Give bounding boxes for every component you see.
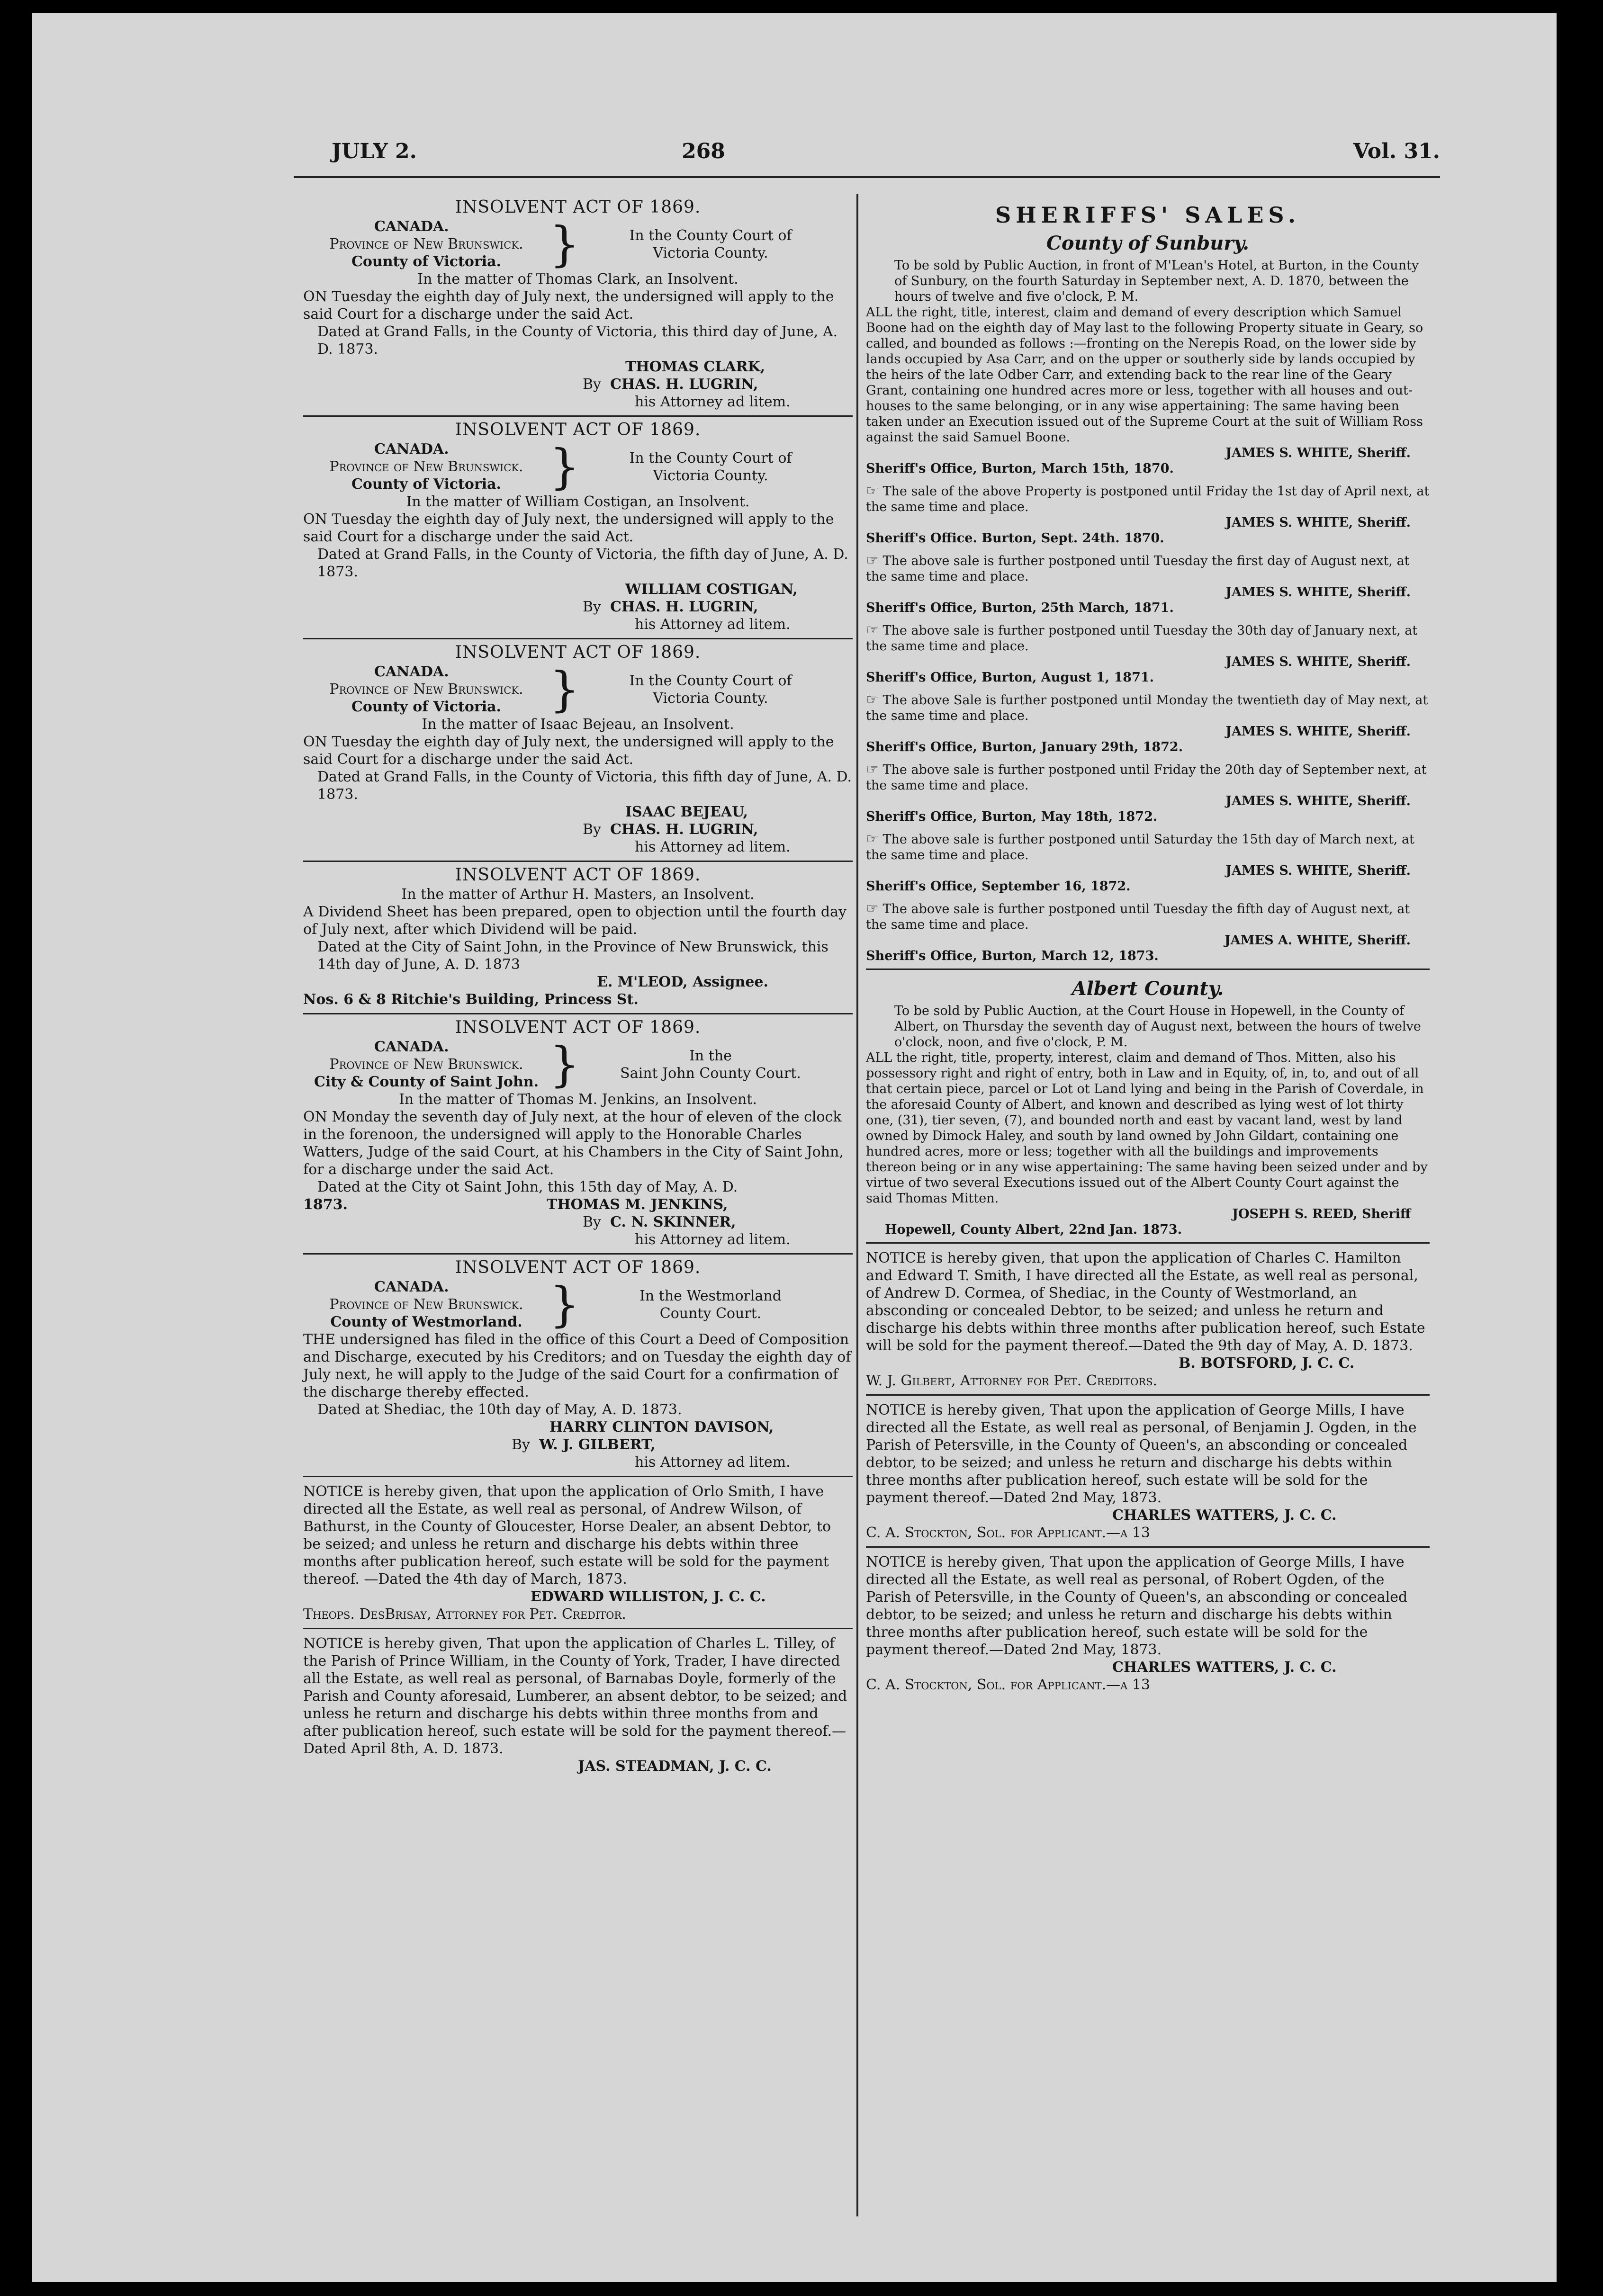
brace-glyph: } bbox=[549, 1276, 580, 1332]
insolvent-notice bbox=[303, 194, 853, 417]
volume-number: Vol. 31. bbox=[1353, 139, 1440, 163]
pointing-hand-icon: ☞ bbox=[866, 831, 879, 847]
court-style bbox=[303, 1038, 853, 1091]
sheriff-signature: JAMES S. WHITE, Sheriff. bbox=[1225, 724, 1411, 739]
seizure-notice bbox=[866, 1548, 1430, 1698]
court-line-2: Victoria County. bbox=[653, 690, 768, 707]
court-line-1: In the Westmorland bbox=[639, 1287, 782, 1304]
notice-body: NOTICE is hereby given, that upon the application of Charles C. Hamilton and Edward T. Smith, I have directed all the Estate, as well real as personal, of Andrew D. Cormea, of Shediac, in the County of Westmorland, an absconding or concealed Debtor, to be seized; and unless he return and discharge his debts within three months after publication hereof, such Estate will be sold for the payment thereof.—Dated the 9th day of May, A. D. 1873. bbox=[866, 1250, 1425, 1354]
notice-body: NOTICE is hereby given, That upon the application of George Mills, I have directed all the Estate, as well real as personal, of Benjamin J. Ogden, in the Parish of Petersville, in the County of Queen's, an absconding or concealed debtor, to be seized; and unless he return and discharge his debts within three months after publication hereof, such estate will be sold for the payment thereof.—Dated 2nd May, 1873. bbox=[866, 1402, 1417, 1506]
by-label: By bbox=[512, 1436, 530, 1453]
seizure-notice bbox=[303, 1629, 853, 1780]
postponement bbox=[866, 685, 1430, 755]
sunbury-heading: County of Sunbury. bbox=[1046, 232, 1249, 254]
postponement-text: The above sale is further postponed until Saturday the 15th day of March next, at the same time and place. bbox=[866, 832, 1414, 862]
court-line-1: In the County Court of bbox=[629, 227, 792, 244]
albert-heading: Albert County. bbox=[1072, 978, 1224, 1000]
notice-dated: Dated at Grand Falls, in the County of Victoria, the fifth day of June, A. D. 1873. bbox=[317, 546, 848, 580]
sale-intro: To be sold by Public Auction, at the Court House in Hopewell, in the County of Albert, on Thursday the seventh day of August next, between the hours of twelve o'clock, noon, and five o'clock, P. M. bbox=[894, 1004, 1421, 1049]
province-label: Province of New Brunswick. bbox=[329, 1056, 523, 1073]
sheriff-office: Sheriff's Office. Burton, Sept. 24th. 1870. bbox=[866, 531, 1164, 546]
court-line-1: In the County Court of bbox=[629, 672, 792, 689]
notice-title: INSOLVENT ACT OF 1869. bbox=[455, 1258, 701, 1277]
postponement-text: The sale of the above Property is postponed until Friday the 1st day of April next, at the same time and place. bbox=[866, 484, 1430, 514]
notice-title: INSOLVENT ACT OF 1869. bbox=[455, 865, 701, 885]
notice-title: INSOLVENT ACT OF 1869. bbox=[455, 643, 701, 662]
sheriff-signature: JAMES A. WHITE, Sheriff. bbox=[1224, 933, 1411, 948]
by-label: By bbox=[583, 1214, 601, 1230]
court-line-2: Saint John County Court. bbox=[620, 1065, 801, 1082]
notice-title: INSOLVENT ACT OF 1869. bbox=[455, 1018, 701, 1037]
court-style bbox=[303, 440, 853, 493]
court-style bbox=[303, 1278, 853, 1331]
notice-dated: Dated at Grand Falls, in the County of Victoria, this third day of June, A. D. 1873. bbox=[317, 323, 838, 358]
notice-body: NOTICE is hereby given, that upon the application of Orlo Smith, I have directed all the Estate, as well real as personal, of Andrew Wilson, of Bathurst, in the County of Gloucester, Horse Dealer, an absent Debtor, to be seized; and unless he return and discharge his debts within three months after publication hereof, such estate will be sold for the payment thereof. —Dated the 4th day of March, 1873. bbox=[303, 1483, 831, 1587]
sheriff-office: Sheriff's Office, Burton, 25th March, 1871. bbox=[866, 601, 1174, 615]
canada-label: CANADA. bbox=[374, 1039, 449, 1055]
province-label: Province of New Brunswick. bbox=[329, 458, 523, 475]
county-label: County of Victoria. bbox=[351, 699, 501, 715]
postponement-text: The above sale is further postponed until Friday the 20th day of September next, at the same time and place. bbox=[866, 762, 1427, 793]
pointing-hand-icon: ☞ bbox=[866, 900, 879, 917]
header-rule bbox=[294, 176, 1440, 178]
notice-matter: In the matter of Arthur H. Masters, an Insolvent. bbox=[401, 886, 755, 903]
attorney-line: C. A. Stockton, Sol. for Applicant.—a 13 bbox=[866, 1525, 1151, 1541]
by-label: By bbox=[583, 376, 601, 393]
notice-title: INSOLVENT ACT OF 1869. bbox=[455, 420, 701, 439]
canada-label: CANADA. bbox=[374, 441, 449, 457]
county-label: County of Westmorland. bbox=[330, 1314, 522, 1330]
county-label: City & County of Saint John. bbox=[314, 1074, 539, 1090]
attorney-role: his Attorney ad litem. bbox=[635, 394, 791, 410]
brace-glyph: } bbox=[549, 1036, 580, 1092]
judge-signature: CHARLES WATTERS, J. C. C. bbox=[1112, 1507, 1337, 1524]
attorney-role: his Attorney ad litem. bbox=[635, 1231, 791, 1248]
county-label: County of Victoria. bbox=[351, 476, 501, 493]
notice-dated: Dated at the City ot Saint John, this 15th day of May, A. D. bbox=[317, 1179, 738, 1195]
insolvent-name: HARRY CLINTON DAVISON, bbox=[549, 1419, 774, 1435]
notice-dated: Dated at Shediac, the 10th day of May, A. D. 1873. bbox=[317, 1401, 682, 1418]
assignee-name: E. M'LEOD, Assignee. bbox=[597, 974, 768, 990]
canada-label: CANADA. bbox=[374, 218, 449, 235]
sheriff-signature: JAMES S. WHITE, Sheriff. bbox=[1225, 446, 1411, 460]
by-label: By bbox=[583, 821, 601, 838]
insolvent-notice bbox=[303, 1014, 853, 1255]
issue-date: JULY 2. bbox=[332, 139, 417, 163]
attorney-name: CHAS. H. LUGRIN, bbox=[610, 376, 758, 393]
attorney-name: CHAS. H. LUGRIN, bbox=[610, 821, 758, 838]
brace-glyph: } bbox=[549, 216, 580, 272]
notice-body: ON Tuesday the eighth day of July next, the undersigned will apply to the said Court for a discharge under the said Act. bbox=[303, 288, 834, 323]
sheriff-office: Hopewell, County Albert, 22nd Jan. 1873. bbox=[866, 1222, 1430, 1244]
attorney-name: W. J. GILBERT, bbox=[539, 1436, 656, 1453]
postponement bbox=[866, 476, 1430, 546]
composition-notice bbox=[303, 1255, 853, 1477]
postponement-text: The above sale is further postponed until Tuesday the fifth day of August next, at the same time and place. bbox=[866, 902, 1410, 932]
attorney-line: Theops. DesBrisay, Attorney for Pet. Creditor. bbox=[303, 1606, 626, 1623]
sheriff-signature: JAMES S. WHITE, Sheriff. bbox=[1225, 655, 1411, 669]
insolvent-name: ISAAC BEJEAU, bbox=[625, 804, 748, 820]
province-label: Province of New Brunswick. bbox=[329, 1296, 523, 1313]
right-column bbox=[866, 194, 1430, 1698]
attorney-role: his Attorney ad litem. bbox=[635, 1454, 791, 1471]
pointing-hand-icon: ☞ bbox=[866, 761, 879, 778]
attorney-name: C. N. SKINNER, bbox=[610, 1214, 736, 1230]
sheriff-office: Sheriff's Office, September 16, 1872. bbox=[866, 879, 1131, 894]
notice-body: ON Tuesday the eighth day of July next, the undersigned will apply to the said Court for a discharge under the said Act. bbox=[303, 511, 834, 545]
seizure-notice bbox=[866, 1396, 1430, 1548]
postponement-text: The above Sale is further postponed until Monday the twentieth day of May next, at the same time and place. bbox=[866, 693, 1428, 723]
province-label: Province of New Brunswick. bbox=[329, 681, 523, 698]
notice-year: 1873. bbox=[303, 1196, 348, 1213]
sale-body: ALL the right, title, interest, claim and demand of every description which Samuel Boone had on the eighth day of May last to the following Property situate in Geary, so called, and bounded as follows :—fronting on the Nerepis Road, on the lower side by lands occupied by Asa Carr, and on the upper or southerly side by lands occupied by the heirs of the late Odber Carr, and extending back to the rear line of the Geary Grant, containing one hundred acres more or less, together with all houses and out-houses to the same belonging, or in any wise appertaining: The same having been taken under an Execution issued out of the Supreme Court at the suit of William Ross against the said Samuel Boone. bbox=[866, 305, 1423, 445]
court-line-2: Victoria County. bbox=[653, 467, 768, 484]
attorney-name: CHAS. H. LUGRIN, bbox=[610, 599, 758, 615]
dividend-notice bbox=[303, 862, 853, 1014]
notice-body: THE undersigned has filed in the office of this Court a Deed of Composition and Discharge, executed by his Creditors; and on Tuesday the eighth day of July next, he will apply to the Judge of the said Court for a confirmation of the discharge thereby effected. bbox=[303, 1331, 851, 1400]
sheriff-office: Sheriff's Office, Burton, March 12, 1873. bbox=[866, 949, 1159, 963]
canada-label: CANADA. bbox=[374, 664, 449, 680]
canada-label: CANADA. bbox=[374, 1279, 449, 1295]
court-style bbox=[303, 663, 853, 716]
notice-body: ON Monday the seventh day of July next, at the hour of eleven of the clock in the forenoon, the undersigned will apply to the Honorable Charles Watters, Judge of the said Court, at his Chambers in the City of Saint John, for a discharge under the said Act. bbox=[303, 1109, 844, 1178]
postponement bbox=[866, 755, 1430, 825]
court-line-1: In the bbox=[689, 1047, 732, 1064]
postponement bbox=[866, 825, 1430, 894]
notice-matter: In the matter of Thomas M. Jenkins, an Insolvent. bbox=[399, 1091, 757, 1108]
notice-dated: Dated at Grand Falls, in the County of Victoria, this fifth day of June, A. D. 1873. bbox=[317, 769, 852, 803]
sheriff-signature: JAMES S. WHITE, Sheriff. bbox=[1225, 863, 1411, 878]
attorney-line: C. A. Stockton, Sol. for Applicant.—a 13 bbox=[866, 1677, 1151, 1693]
sale-intro: To be sold by Public Auction, in front of M'Lean's Hotel, at Burton, in the County of Sunbury, on the fourth Saturday in September next, A. D. 1870, between the hours of twelve and five o'clock, P. M. bbox=[894, 258, 1419, 304]
insolvent-name: WILLIAM COSTIGAN, bbox=[625, 581, 798, 598]
by-label: By bbox=[583, 599, 601, 615]
county-label: County of Victoria. bbox=[351, 253, 501, 270]
brace-glyph: } bbox=[549, 439, 580, 494]
postponement bbox=[866, 894, 1430, 970]
court-line-2: Victoria County. bbox=[653, 244, 768, 261]
pointing-hand-icon: ☞ bbox=[866, 622, 879, 638]
notice-matter: In the matter of William Costigan, an Insolvent. bbox=[406, 493, 750, 510]
sheriff-office: Sheriff's Office, Burton, January 29th, 1872. bbox=[866, 740, 1183, 754]
insolvent-name: THOMAS M. JENKINS, bbox=[546, 1196, 728, 1213]
insolvent-notice bbox=[303, 417, 853, 639]
judge-signature: B. BOTSFORD, J. C. C. bbox=[1179, 1355, 1355, 1372]
sheriff-office: Sheriff's Office, Burton, May 18th, 1872. bbox=[866, 809, 1158, 824]
sheriff-signature: JAMES S. WHITE, Sheriff. bbox=[1225, 515, 1411, 530]
postponement bbox=[866, 616, 1430, 685]
sheriff-signature: JAMES S. WHITE, Sheriff. bbox=[1225, 585, 1411, 600]
notice-body: NOTICE is hereby given, That upon the application of Charles L. Tilley, of the Parish of Prince William, in the County of York, Trader, I have directed all the Estate, as well real as personal, of Barnabas Doyle, formerly of the Parish and County aforesaid, Lumberer, an absent debtor, to be seized; and unless he return and discharge his debts within three months from and after publication hereof, such estate will be sold for the payment thereof.—Dated April 8th, A. D. 1873. bbox=[303, 1635, 847, 1757]
notice-body: A Dividend Sheet has been prepared, open to objection until the fourth day of July next, after which Dividend will be paid. bbox=[303, 904, 847, 938]
notice-dated: Dated at the City of Saint John, in the Province of New Brunswick, this 14th day of June, A. D. 1873 bbox=[317, 939, 829, 973]
left-column bbox=[303, 194, 853, 1780]
attorney-line: W. J. Gilbert, Attorney for Pet. Creditors. bbox=[866, 1372, 1158, 1389]
brace-glyph: } bbox=[549, 661, 580, 717]
insolvent-name: THOMAS CLARK, bbox=[625, 359, 765, 375]
page-header bbox=[265, 139, 1440, 172]
sale-body: ALL the right, title, property, interest, claim and demand of Thos. Mitten, also his possessory right and right of entry, both in Law and in Equity, of, in, to, and out of all that certain piece, parcel or Lot ot Land lying and being in the Parish of Coverdale, in the aforesaid County of Albert, and known and described as lying west of lot thirty one, (31), tier seven, (7), and bounded north and east by vacant land, west by land owned by Dimock Haley, and south by land owned by John Gildart, containing one hundred acres, more or less; together with all the buildings and improvements thereon being or in any wise appertaining: The same having been seized under and by virtue of two several Executions issued out of the Albert County Court against the said Thomas Mitten. bbox=[866, 1050, 1428, 1206]
attorney-role: his Attorney ad litem. bbox=[635, 839, 791, 855]
sheriff-signature: JAMES S. WHITE, Sheriff. bbox=[1225, 794, 1411, 808]
sheriff-office: Sheriff's Office, Burton, March 15th, 1870. bbox=[866, 461, 1174, 476]
notice-matter: In the matter of Isaac Bejeau, an Insolvent. bbox=[422, 716, 734, 733]
seizure-notice bbox=[303, 1477, 853, 1629]
assignee-address: Nos. 6 & 8 Ritchie's Building, Princess St. bbox=[303, 991, 639, 1008]
page-number: 268 bbox=[682, 139, 725, 163]
judge-signature: JAS. STEADMAN, J. C. C. bbox=[578, 1758, 772, 1775]
sheriff-office: Sheriff's Office, Burton, August 1, 1871. bbox=[866, 670, 1154, 685]
notice-title: INSOLVENT ACT OF 1869. bbox=[455, 197, 701, 217]
pointing-hand-icon: ☞ bbox=[866, 483, 879, 499]
sheriff-signature: JOSEPH S. REED, Sheriff bbox=[1232, 1207, 1411, 1221]
judge-signature: CHARLES WATTERS, J. C. C. bbox=[1112, 1659, 1337, 1676]
seizure-notice bbox=[866, 1244, 1430, 1396]
postponement-text: The above sale is further postponed until Tuesday the 30th day of January next, at the same time and place. bbox=[866, 623, 1418, 654]
gazette-page bbox=[265, 123, 1440, 2235]
postponement bbox=[866, 546, 1430, 616]
notice-body: ON Tuesday the eighth day of July next, the undersigned will apply to the said Court for a discharge under the said Act. bbox=[303, 734, 834, 768]
judge-signature: EDWARD WILLISTON, J. C. C. bbox=[531, 1588, 766, 1605]
attorney-role: his Attorney ad litem. bbox=[635, 616, 791, 633]
pointing-hand-icon: ☞ bbox=[866, 552, 879, 569]
section-heading: SHERIFFS' SALES. bbox=[995, 202, 1301, 228]
notice-body: NOTICE is hereby given, That upon the application of George Mills, I have directed all the Estate, as well real as personal, of Robert Ogden, of the Parish of Petersville, in the County of Queen's, an absconding or concealed debtor, to be seized; and unless he return and discharge his debts within three months after publication hereof, such estate will be sold for the payment thereof.—Dated 2nd May, 1873. bbox=[866, 1554, 1408, 1658]
notice-matter: In the matter of Thomas Clark, an Insolvent. bbox=[417, 271, 738, 287]
column-divider bbox=[856, 194, 858, 2216]
court-style bbox=[303, 218, 853, 270]
insolvent-notice bbox=[303, 639, 853, 862]
pointing-hand-icon: ☞ bbox=[866, 691, 879, 708]
court-line-1: In the County Court of bbox=[629, 449, 792, 466]
court-line-2: County Court. bbox=[659, 1305, 762, 1322]
province-label: Province of New Brunswick. bbox=[329, 236, 523, 252]
postponement-text: The above sale is further postponed until Tuesday the first day of August next, at the same time and place. bbox=[866, 554, 1410, 584]
